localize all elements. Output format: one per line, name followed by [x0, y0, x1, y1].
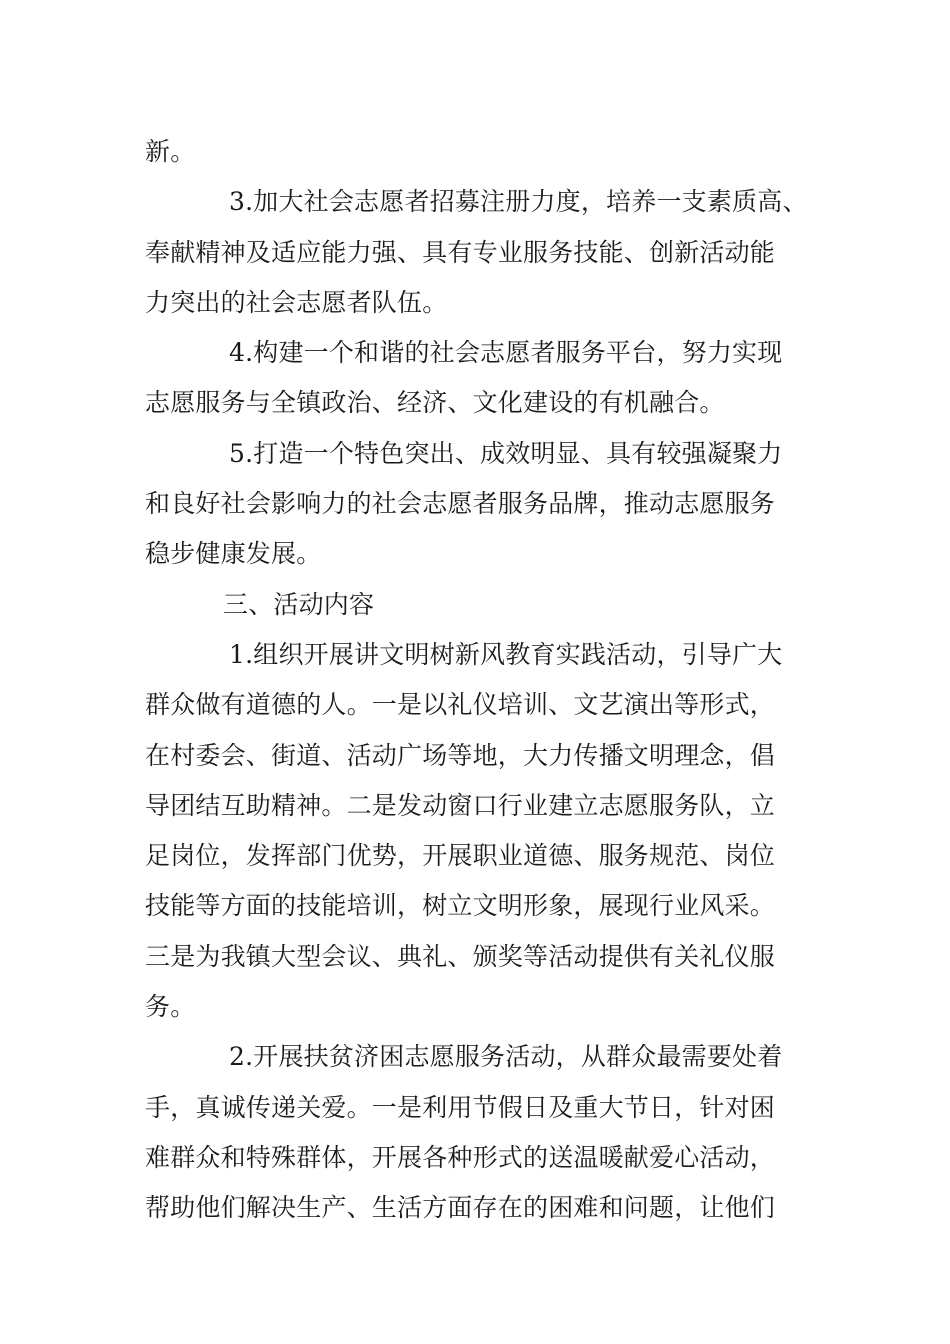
document-body: [145, 127, 825, 1234]
text-line: 务。: [145, 992, 196, 1022]
text-line: 在村委会、街道、活动广场等地，大力传播文明理念，倡: [145, 740, 776, 770]
list-item-2-line: 2.开展扶贫济困志愿服务活动，从群众最需要处着: [229, 1042, 783, 1072]
text-line: 三是为我镇大型会议、典礼、颁奖等活动提供有关礼仪服: [145, 941, 776, 971]
text-line: 帮助他们解决生产、生活方面存在的困难和问题，让他们: [145, 1193, 776, 1223]
text-line: 导团结互助精神。二是发动窗口行业建立志愿服务队，立: [145, 790, 776, 820]
list-item-5-line: 5.打造一个特色突出、成效明显、具有较强凝聚力: [229, 438, 783, 468]
list-item-1-line: 1.组织开展讲文明树新风教育实践活动，引导广大: [229, 639, 783, 669]
text-line: 手，真诚传递关爱。一是利用节假日及重大节日，针对困: [145, 1092, 776, 1122]
text-line: 技能等方面的技能培训，树立文明形象，展现行业风采。: [145, 891, 776, 921]
text-line: 难群众和特殊群体，开展各种形式的送温暖献爱心活动，: [145, 1142, 776, 1172]
list-item-4-line: 4.构建一个和谐的社会志愿者服务平台，努力实现: [229, 338, 783, 368]
text-line: 志愿服务与全镇政治、经济、文化建设的有机融合。: [145, 388, 725, 418]
list-item-3-line: 3.加大社会志愿者招募注册力度，培养一支素质高、: [229, 187, 808, 217]
text-line: 和良好社会影响力的社会志愿者服务品牌，推动志愿服务: [145, 489, 776, 519]
text-line: 群众做有道德的人。一是以礼仪培训、文艺演出等形式，: [145, 690, 776, 720]
text-line: 稳步健康发展。: [145, 539, 322, 569]
text-line: 足岗位，发挥部门优势，开展职业道德、服务规范、岗位: [145, 841, 776, 871]
text-line: 新。: [145, 137, 196, 166]
section-heading: 三、活动内容: [223, 589, 375, 619]
text-line: 力突出的社会志愿者队伍。: [145, 287, 448, 317]
text-line: 奉献精神及适应能力强、具有专业服务技能、创新活动能: [145, 237, 776, 267]
